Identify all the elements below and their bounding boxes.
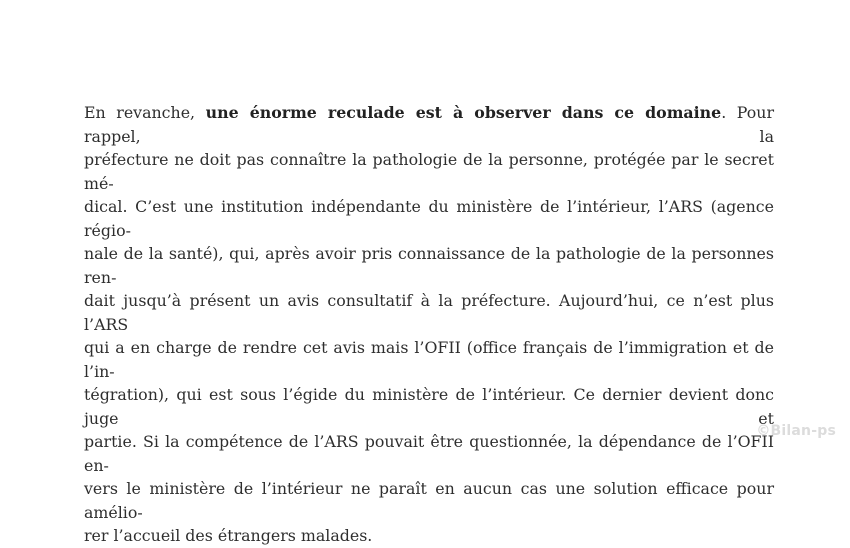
article-paragraph	[84, 101, 774, 548]
intro-text: En revanche,	[84, 103, 206, 122]
bold-emphasis: une énorme reculade est à observer dans ce domaine	[205, 103, 722, 122]
paragraph-line-9: vers le ministère de l’intérieur ne paraît en aucun cas une solution efficace pour amélio-	[84, 479, 774, 522]
paragraph-line-3: dical. C’est une institution indépendante du ministère de l’intérieur, l’ARS (agence régio-	[84, 197, 774, 240]
paragraph-line-1	[84, 101, 774, 148]
paragraph-line-5: dait jusqu’à présent un avis consultatif à la préfecture. Aujourd’hui, ce n’est plus l’ARS	[84, 291, 774, 334]
watermark: ©Bilan-ps	[756, 423, 836, 439]
paragraph-line-10: rer l’accueil des étrangers malades.	[84, 526, 373, 545]
paragraph-line-2: préfecture ne doit pas connaître la pathologie de la personne, protégée par le secret mé-	[84, 150, 774, 193]
paragraph-line-8: partie. Si la compétence de l’ARS pouvait être questionnée, la dépendance de l’OFII en-	[84, 432, 774, 475]
paragraph-line-7: tégration), qui est sous l’égide du ministère de l’intérieur. Ce dernier devient donc juge et	[84, 385, 774, 428]
paragraph-line-6: qui a en charge de rendre cet avis mais l’OFII (office français de l’immigration et de l’in-	[84, 338, 774, 381]
intro-continuation: . Pour rappel, la	[84, 103, 774, 146]
paragraph-line-4: nale de la santé), qui, après avoir pris connaissance de la pathologie de la personnes ren-	[84, 244, 774, 287]
